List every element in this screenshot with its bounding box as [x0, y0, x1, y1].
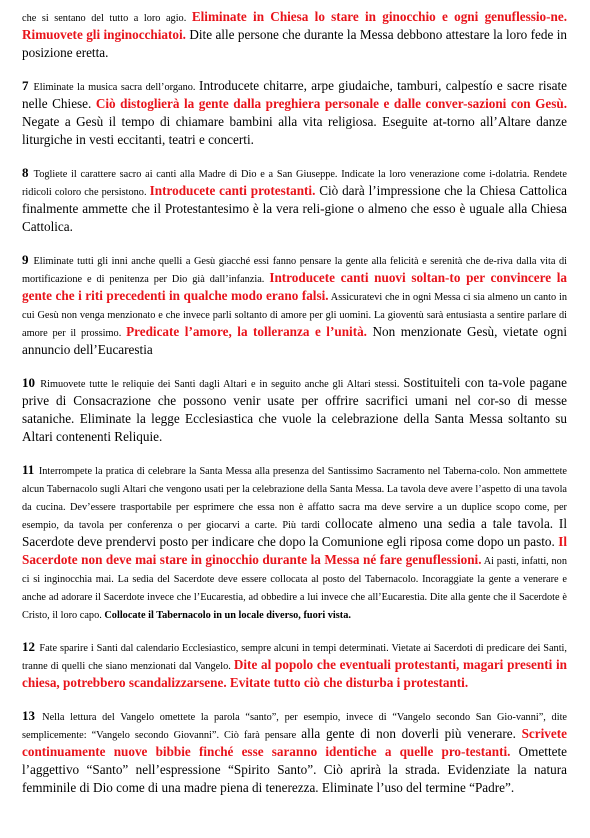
- body-text: alla gente di non doverli più venerare.: [301, 726, 522, 741]
- body-text: Collocate il Tabernacolo in un locale diverso, fuori vista.: [104, 610, 351, 621]
- paragraph-number: 11: [22, 462, 35, 477]
- paragraph: [22, 638, 567, 692]
- body-text: che si sentano del tutto a loro agio.: [22, 13, 192, 24]
- highlighted-text: Scrivete continuamente nuove bibbie finché esse saranno identiche a quelle pro-testanti.: [22, 726, 567, 759]
- paragraph-number: 7: [22, 78, 29, 93]
- body-text: Ciò darà l’impressione che la Chiesa Cattolica finalmente ammette che il Protestantesimo è la vera reli-gione o almeno che esso è uguale alla Chiesa Cattolica.: [22, 183, 567, 234]
- paragraph-number: 9: [22, 252, 29, 267]
- body-text: Omettete l’aggettivo “Santo” nell’espressione “Spirito Santo”. Ciò aprirà la strada. Evidenziate la natura femminile di Dio come di una madre piena di tenerezza. Eliminate l’uso del termine “Padre”.: [22, 744, 567, 795]
- body-text: Introducete chitarre, arpe giudaiche, tamburi, calpestío e sacre risate nelle Chiese.: [22, 78, 568, 111]
- body-text: Ai pasti, infatti, non ci si inginocchia mai. La sedia del Sacerdote deve essere collocata al posto del Tabernacolo. Incoraggiate la gente a venerare e anche ad adorare il Sacerdote invece che l’Eucarestia, ad obbedire a lui invece che all’Eucarestia. Dite alla gente che il Sacerdote è Cristo, il loro capo.: [22, 556, 567, 621]
- body-text: Rimuovete tutte le reliquie dei Santi dagli Altari e in seguito anche gli Altari stessi.: [40, 379, 404, 390]
- paragraph: [22, 164, 567, 236]
- highlighted-text: Eliminate in Chiesa lo stare in ginocchio e ogni genuflessio-ne. Rimuovete gli inginocchiatoi.: [22, 9, 567, 42]
- paragraph-number: 13: [22, 708, 35, 723]
- body-text: Non menzionate Gesù, vietate ogni annuncio dell’Eucarestia: [22, 324, 567, 357]
- paragraph: [22, 251, 567, 359]
- body-text: Negate a Gesù il tempo di chiamare bambini alla vita religiosa. Eseguite at-torno all’Altare danze liturgiche in vesti eccitanti, teatri e concerti.: [22, 114, 567, 147]
- paragraph: [22, 8, 567, 62]
- highlighted-text: Ciò distoglierà la gente dalla preghiera personale e dalle conver-sazioni con Gesù.: [95, 96, 568, 111]
- body-text: Eliminate tutti gli inni anche quelli a Gesù giacché essi fanno pensare la gente alla felicità e serenità che de-riva dalla vita di mortificazione e di penitenza per Dio già dall’infanzia.: [22, 256, 568, 285]
- paragraph: [22, 77, 567, 149]
- highlighted-text: Dite al popolo che eventuali protestanti, magari presenti in chiesa, potrebbero scandalizzarsene. Evitate tutto ciò che disturba i protestanti.: [22, 657, 567, 690]
- paragraph-number: 12: [22, 639, 35, 654]
- body-text: Fate sparire i Santi dal calendario Ecclesiastico, sempre alcuni in tempi determinati. Vietate ai Sacerdoti di predicare dei Santi, tranne di quelli che siano menzionati dal Vangelo.: [22, 643, 567, 672]
- highlighted-text: Introducete canti protestanti.: [149, 183, 316, 198]
- body-text: Togliete il carattere sacro ai canti alla Madre di Dio e a San Giuseppe. Indicate la loro venerazione come i-dolatria. Rendete ridicoli coloro che persistono.: [22, 169, 567, 198]
- highlighted-text: Introducete canti nuovi soltan-to per convincere la gente che i riti precedenti in qualche modo erano falsi.: [22, 270, 567, 303]
- paragraph: [22, 374, 567, 446]
- paragraph-number: 8: [22, 165, 29, 180]
- body-text: Assicuratevi che in ogni Messa ci sia almeno un canto in cui Gesù non venga menzionato e che invece parli soltanto di amore per gli uomini. La gioventù sarà entusiasta a sentire parlare di amore per il prossimo.: [22, 292, 567, 339]
- body-text: Sostituiteli con ta-vole pagane prive di Consacrazione che possono venir usate per offrire sacrifici umani nel cor-so di messe sataniche. Eliminate la legge Ecclesiastica che vuole la celebrazione della Santa Messa soltanto su Altari contenenti Reliquie.: [22, 375, 567, 444]
- highlighted-text: Il Sacerdote non deve mai stare in ginocchio durante la Messa né fare genuflessioni.: [22, 534, 567, 567]
- paragraph-number: 10: [22, 375, 35, 390]
- highlighted-text: Predicate l’amore, la tolleranza e l’unità.: [126, 324, 367, 339]
- body-text: Nella lettura del Vangelo omettete la parola “santo”, per esempio, invece di “Vangelo secondo San Gio-vanni”, dite semplicemente: “Vangelo secondo Giovanni”. Ciò farà pensare: [22, 712, 567, 741]
- body-text: Dite alle persone che durante la Messa debbono attestare la loro fede in posizione eretta.: [22, 27, 567, 60]
- paragraph: [22, 461, 567, 623]
- body-text: collocate almeno una sedia a tale tavola. Il Sacerdote deve prendervi posto per indicare che dopo la Comunione egli riposa come dopo un pasto.: [22, 516, 567, 549]
- body-text: Interrompete la pratica di celebrare la Santa Messa alla presenza del Santissimo Sacramento nel Taberna-colo. Non ammettete alcun Tabernacolo sugli Altari che vengono usati per la celebrazione della Santa Messa. La tavola deve avere l’aspetto di una tavola da cucina. Dev’essere trasportabile per esprimere che essa non è affatto sacra ma deve servire a un duplice scopo come, per esempio, da tavola per conferenza o per giocarvi a carte. Più tardi: [22, 466, 567, 531]
- paragraph: [22, 707, 567, 797]
- body-text: Eliminate la musica sacra dell’organo.: [33, 82, 200, 93]
